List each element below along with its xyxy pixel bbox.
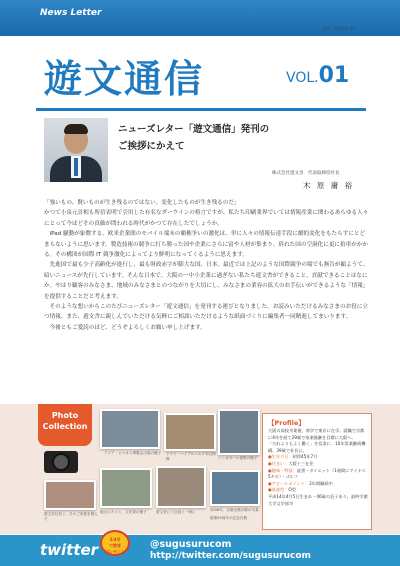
photo-caption-1: アジア・ビジネス博覧会出展の様子 (104, 451, 162, 455)
photo-caption-5: 地元の方々と、文化祭の様子 (100, 510, 147, 514)
photo-6 (156, 466, 206, 508)
profile-title: 【Profile】 (268, 419, 305, 427)
volume-digits: 01 (318, 63, 350, 88)
title-rule (36, 108, 366, 111)
newsletter-title: 遊文通信 (44, 56, 205, 101)
profile-text (268, 428, 368, 507)
volume-number (286, 63, 349, 88)
camera-lens-icon (52, 453, 70, 471)
photo-4 (44, 480, 96, 510)
profile-line: ●住まい：大阪十三在住 (268, 460, 314, 466)
photo-7 (210, 470, 260, 506)
photo-caption-4: 遊文舎社長と、そのご家族を囲んで (44, 512, 98, 521)
twitter-logo: twitter (40, 541, 99, 559)
badge-line-2: Collection (42, 422, 88, 431)
present-badge-line-3: プレゼント (105, 549, 125, 554)
profile-line: 平成14年4月5日生まれ・46歳の息子あり。最終学歴 大学文学部卒 (268, 493, 368, 506)
headline-line-2: ご挨拶にかえて (118, 141, 185, 152)
body-paragraph-6: 今後ともご愛読のほど、どうぞよろしくお願い申し上げます。 (49, 324, 206, 331)
volume-prefix: VOL. (286, 70, 319, 86)
twitter-url-link[interactable]: http://twitter.com/sugusurucom (150, 551, 311, 561)
article-body (44, 198, 370, 333)
profile-line: ●生年月日：昭和45年7月 (268, 454, 318, 460)
portrait-tie (74, 158, 78, 176)
company-name: 株式会社遊文舎 代表取締役社長 (272, 171, 340, 176)
photo-5 (100, 468, 152, 508)
headline-line-1: ニューズレター「遊文通信」発刊の (118, 124, 270, 135)
photo-1 (100, 409, 160, 449)
body-paragraph-3: iPad 騒動が象徴する、欧米企業間のモバイル端末の覇権争いの激化は、単に人々の情報伝達手段に劇的変化をもたらすにとどまらないように思います。製造技術の競争に打ち勝った国や企業にさらに富や人材が集まり、砕れた国の空洞化に更に拍車がかかる。その構図が国際 IT 競争激化によってより鮮明になってくるように思えます。 (44, 231, 368, 259)
body-paragraph-2: かつて小泉元首相も所信表明で引用した有名なダーウインの格言ですが、私たち印刷業界でいては情報産業に関わるあらゆる人々にとって今ほどその真価が問われる時代がかつて存在したでしょうか。 (44, 210, 369, 227)
photo-caption-2: ドイツ・ハイデルベルグ本社研修 (166, 452, 216, 461)
profile-line: ●アピールポイント：2年間継続中 (268, 480, 333, 486)
newsletter-label: News Letter (40, 8, 102, 18)
badge-line-1: Photo (51, 411, 79, 420)
photo-caption-8: 創業40周年の記念式典 (210, 516, 247, 520)
present-badge-line-1: 3/4号 (109, 537, 121, 542)
body-paragraph-5: そのような想いからこのたびニューズレター「遊文通信」を発刊する運びとなりました。お読みいただけるみなさまのお役に立つ情報、また、遊文舎に親しんでいただける気軽にご相談いただけるような紙面づくりに編集者一同精進してまいります。 (44, 304, 368, 321)
profile-line: ●血液型：O型 (268, 487, 296, 493)
photo-collection-badge (38, 404, 92, 446)
present-badge-line-2: で読者 (109, 543, 121, 548)
photo-caption-7: 2006年、京都出張の際の写真 (210, 508, 259, 512)
president-name: 木 原 庸 裕 (303, 181, 355, 190)
profile-line: ●趣味・特技：読書・ダイエット（1週間にマイナス5キロ）・ゴルフ (268, 467, 366, 480)
photo-2 (164, 413, 216, 451)
body-paragraph-4: 先進国で最も少子高齢化が進行し、最も財政赤字が膨大な国、日本。最近では上記のような国際競争の場でも無告が顕ようて、暗いニュースが先行しています。そんな日本で、大阪の一中小企業に過ぎない私たち遊文舎ができること、貢献できることはなにか。やはり顧客のみなさま、地域のみなさまとのつながりを大切にし、みなさまの業容の拡大のお手伝いができるような「情報」を提供することだと考えます。 (44, 262, 369, 300)
present-badge-icon (100, 530, 130, 556)
body-paragraph-1: 「強いもの、賢いものが生き残るのではない。変化したものが生き残るのだ」 (44, 200, 240, 206)
twitter-handle[interactable]: @sugusurucom (150, 539, 232, 550)
photo-caption-6: 遊文舎にて社員と一緒に (156, 510, 196, 514)
president-photo (44, 118, 108, 182)
profile-line: 「だれよりもよく働く」を信条に、10年常業継続機構。39歳で社長に。 (268, 441, 366, 453)
profile-line: 大阪の高校卒業後、商学で東京に在学。就職で京都に4年を経て29歳で家業後継を目標に大阪へ。 (268, 428, 365, 440)
photo-caption-3: シンガポール視察の様子 (218, 456, 258, 460)
photo-3 (218, 409, 260, 455)
article-headline (118, 121, 269, 155)
issue-date: 発行 2010年 6月 (322, 26, 356, 31)
portrait-hair (64, 124, 88, 134)
